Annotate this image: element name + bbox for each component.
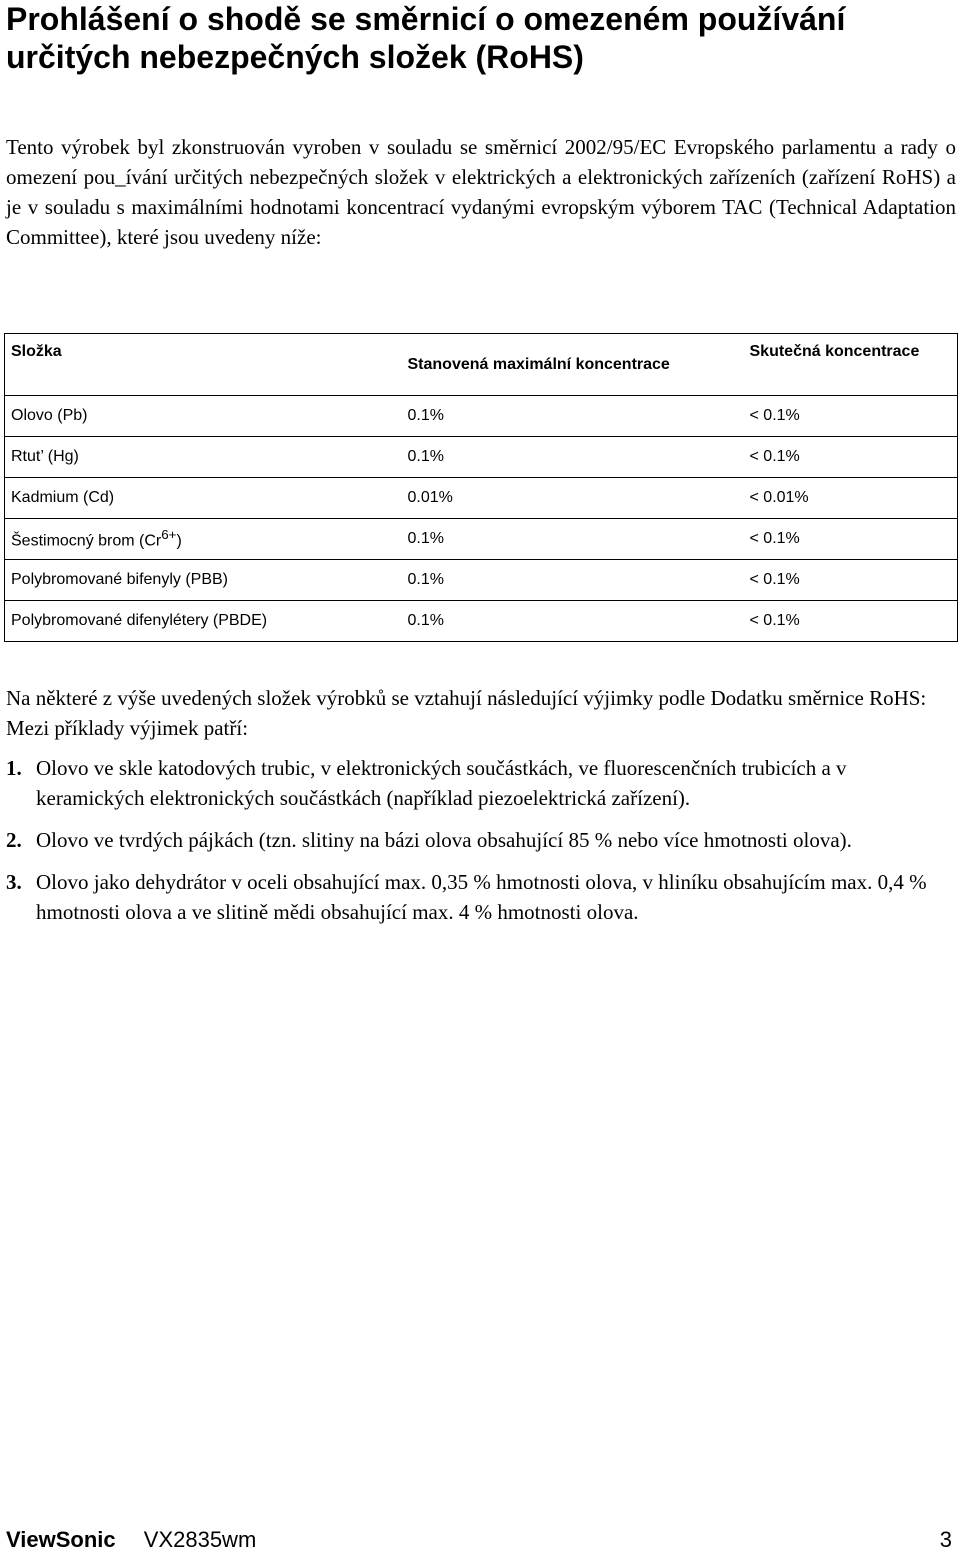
list-item <box>6 753 956 813</box>
header-component: Složka <box>5 334 402 396</box>
table-row <box>5 396 958 437</box>
component-cell <box>5 437 402 478</box>
header-actual-concentration: Skutečná koncentrace <box>744 334 958 396</box>
table-row <box>5 519 958 560</box>
component-name: Polybromované difenylétery (PBDE) <box>11 612 268 629</box>
actual-concentration-cell: < 0.1% <box>744 396 958 437</box>
list-item <box>6 825 956 855</box>
actual-concentration-cell: < 0.1% <box>744 437 958 478</box>
list-item <box>6 867 956 927</box>
intro-paragraph: Tento výrobek byl zkonstruován vyroben v souladu se směrnicí 2002/95/EC Evropského parlamentu a rady o omezení pou_ívání určitých nebezpečných složek v elektrických a elektronických zařízeních (zařízení RoHS) a je v souladu s maximálními hodnotami koncentrací vydanými evropským výborem TAC (Technical Adaptation Committee), které jsou uvedeny níže: <box>6 135 956 249</box>
exemptions-intro: Na některé z výše uvedených složek výrobků se vztahují následující výjimky podle Dodatku směrnice RoHS: <box>6 686 927 710</box>
component-name: Kadmium (Cd) <box>11 489 115 506</box>
model-name: VX2835wm <box>143 1527 257 1552</box>
max-concentration-cell: 0.1% <box>402 601 744 642</box>
component-superscript: 6+ <box>161 527 177 543</box>
brand-name: ViewSonic <box>6 1527 116 1552</box>
list-item-text: Olovo ve skle katodových trubic, v elektronických součástkách, ve fluorescenčních trubicích a v keramických elektronických součástkách (například piezoelektrická zařízení). <box>36 756 847 810</box>
component-name: Šestimocný brom (Cr <box>11 532 162 550</box>
exemptions-section <box>6 683 956 939</box>
max-concentration-cell: 0.1% <box>402 519 744 560</box>
actual-concentration-cell: < 0.1% <box>744 519 958 560</box>
max-concentration-cell: 0.01% <box>402 478 744 519</box>
actual-concentration-cell: < 0.1% <box>744 601 958 642</box>
max-concentration-cell: 0.1% <box>402 437 744 478</box>
table-header-row <box>5 334 958 396</box>
page-footer <box>6 1527 956 1553</box>
component-name-tail: ) <box>176 532 182 550</box>
rohs-table <box>4 333 958 642</box>
list-item-text: Olovo jako dehydrátor v oceli obsahující max. 0,35 % hmotnosti olova, v hliníku obsahujícím max. 0,4 % hmotnosti olova a ve slitině mědi obsahující max. 4 % hmotnosti olova. <box>36 870 927 924</box>
component-cell <box>5 396 402 437</box>
table-row <box>5 560 958 601</box>
component-cell <box>5 560 402 601</box>
table-row <box>5 601 958 642</box>
exemptions-list <box>6 753 956 927</box>
component-name: Polybromované bifenyly (PBB) <box>11 571 228 588</box>
component-cell <box>5 601 402 642</box>
page-number: 3 <box>939 1527 952 1552</box>
actual-concentration-cell: < 0.01% <box>744 478 958 519</box>
component-name: Olovo (Pb) <box>11 407 88 424</box>
actual-concentration-cell: < 0.1% <box>744 560 958 601</box>
component-name: Rtut’ (Hg) <box>11 448 79 465</box>
component-cell <box>5 519 402 560</box>
exemptions-examples-heading: Mezi příklady výjimek patří: <box>6 716 249 740</box>
max-concentration-cell: 0.1% <box>402 396 744 437</box>
max-concentration-cell: 0.1% <box>402 560 744 601</box>
table-row <box>5 437 958 478</box>
component-cell <box>5 478 402 519</box>
table-row <box>5 478 958 519</box>
header-max-concentration: Stanovená maximální koncentrace <box>402 334 744 396</box>
list-item-number: 3. <box>6 870 22 894</box>
page-title: Prohlášení o shodě se směrnicí o omezeném používání určitých nebezpečných složek (RoHS) <box>6 1 846 75</box>
table-body <box>5 396 958 642</box>
list-item-text: Olovo ve tvrdých pájkách (tzn. slitiny na bázi olova obsahující 85 % nebo více hmotnosti olova). <box>36 828 852 852</box>
list-item-number: 2. <box>6 828 22 852</box>
list-item-number: 1. <box>6 756 22 780</box>
